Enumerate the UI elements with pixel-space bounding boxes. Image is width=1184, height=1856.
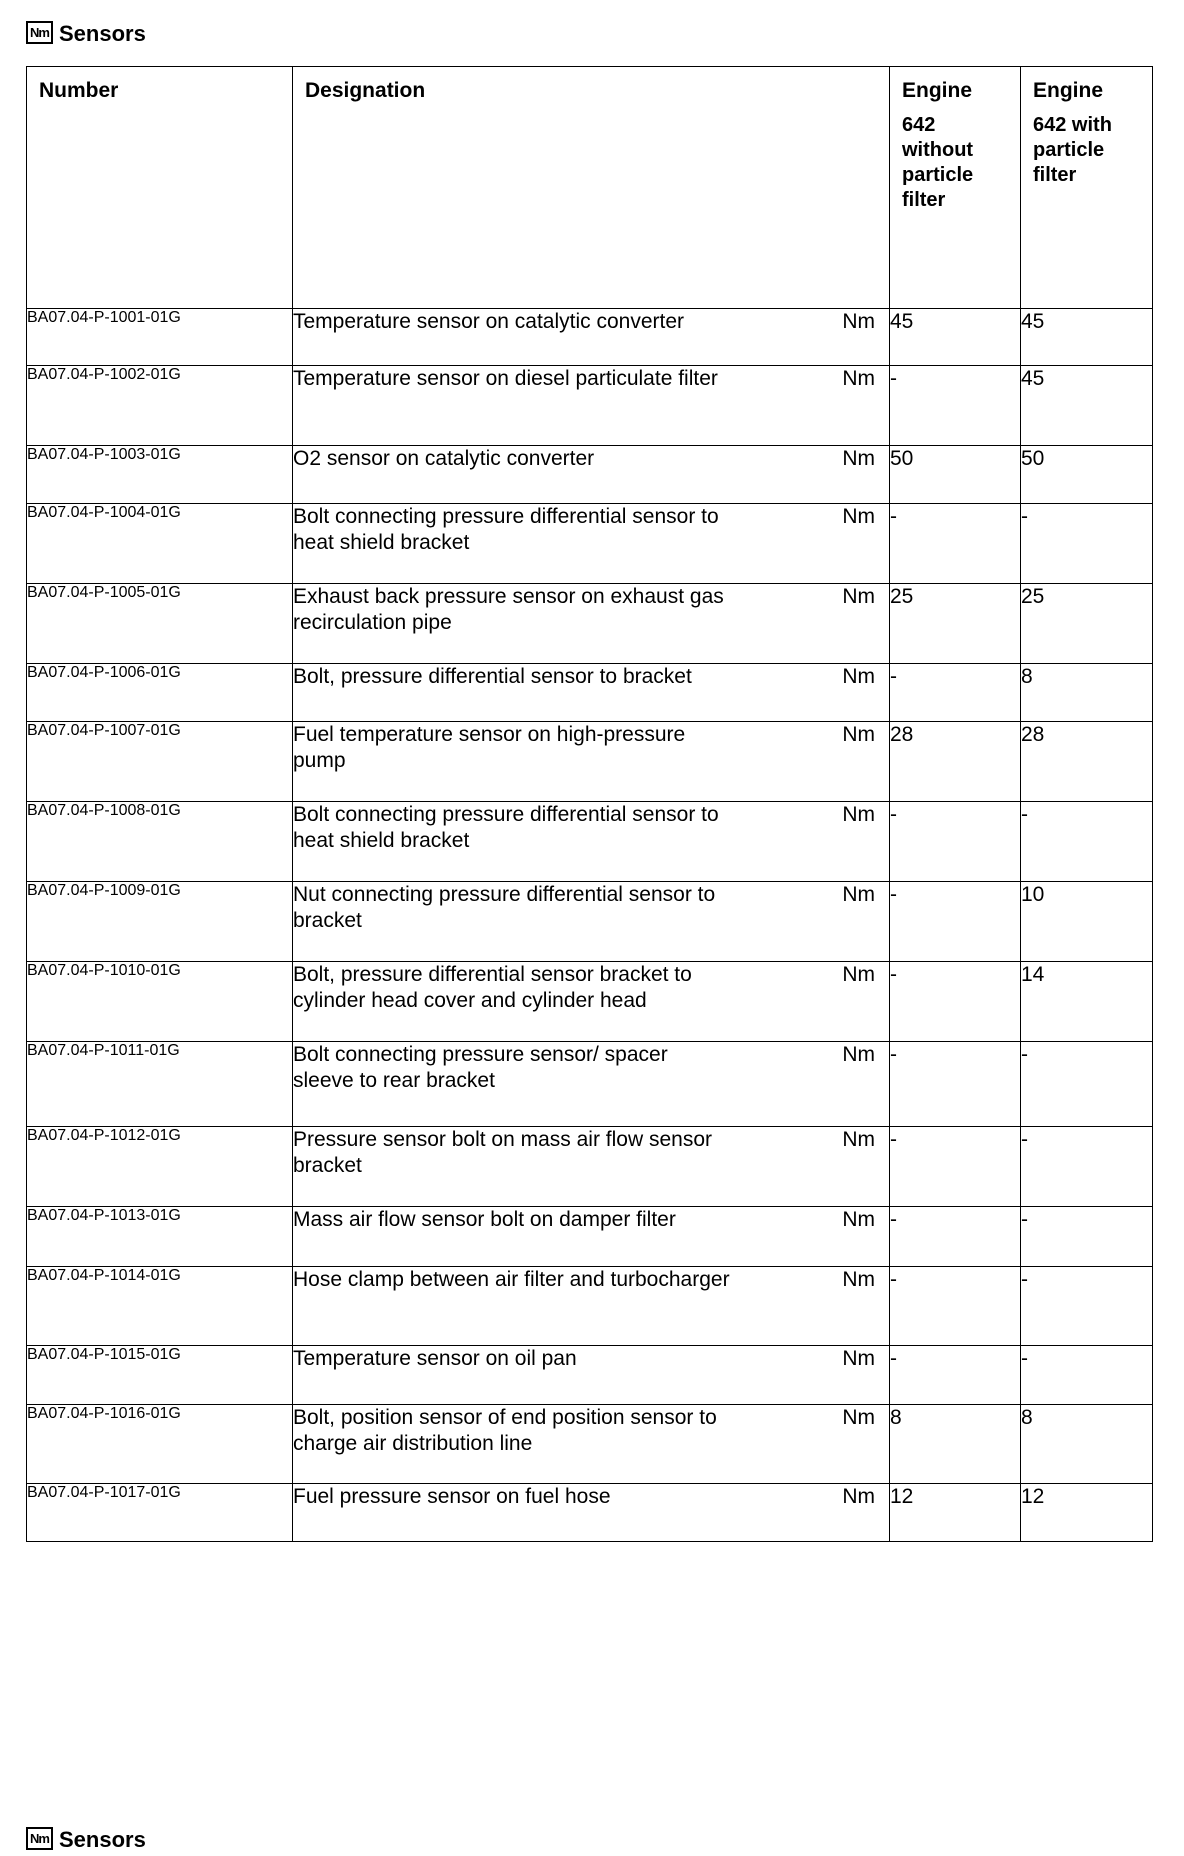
cell-engine-without-filter: -: [890, 1207, 1021, 1267]
table-row: [27, 882, 1153, 962]
torque-table: [26, 66, 1153, 1542]
cell-engine-with-filter: 8: [1021, 664, 1153, 722]
cell-engine-with-filter: 10: [1021, 882, 1153, 962]
cell-engine-with-filter: 45: [1021, 366, 1153, 446]
designation-text: Exhaust back pressure sensor on exhaust gas recirculation pipe: [293, 585, 724, 634]
cell-engine-without-filter: -: [890, 802, 1021, 882]
cell-number: BA07.04-P-1006-01G: [27, 664, 293, 722]
unit-label: Nm: [842, 1043, 875, 1066]
cell-number: BA07.04-P-1009-01G: [27, 882, 293, 962]
cell-engine-without-filter: -: [890, 1042, 1021, 1127]
cell-engine-without-filter: 12: [890, 1484, 1021, 1542]
cell-designation: [293, 1267, 890, 1346]
table-row: [27, 446, 1153, 504]
section-footer: [26, 1824, 146, 1856]
table-row: [27, 1207, 1153, 1267]
designation-text: Pressure sensor bolt on mass air flow sensor bracket: [293, 1128, 713, 1177]
designation-text: Bolt connecting pressure differential sensor to heat shield bracket: [293, 505, 719, 554]
table-row: [27, 802, 1153, 882]
section-title: Sensors: [59, 21, 146, 46]
designation-text: Bolt connecting pressure sensor/ spacer sleeve to rear bracket: [293, 1043, 668, 1092]
cell-engine-without-filter: -: [890, 1346, 1021, 1405]
column-header-engine-without-filter: [890, 67, 1021, 309]
unit-label: Nm: [842, 367, 875, 390]
unit-label: Nm: [842, 665, 875, 688]
designation-text: Bolt, pressure differential sensor bracket to cylinder head cover and cylinder head: [293, 963, 692, 1012]
designation-text: Hose clamp between air filter and turbocharger: [293, 1268, 730, 1291]
cell-number: BA07.04-P-1011-01G: [27, 1042, 293, 1127]
torque-nm-icon: Nm: [26, 21, 53, 44]
cell-designation: [293, 962, 890, 1042]
unit-label: Nm: [842, 1128, 875, 1151]
torque-nm-icon: Nm: [26, 1827, 53, 1850]
cell-engine-with-filter: 28: [1021, 722, 1153, 802]
engine-title: Engine: [902, 79, 973, 102]
table-row: [27, 1267, 1153, 1346]
cell-number: BA07.04-P-1003-01G: [27, 446, 293, 504]
cell-designation: [293, 722, 890, 802]
cell-number: BA07.04-P-1017-01G: [27, 1484, 293, 1542]
table-row: [27, 1484, 1153, 1542]
cell-number: BA07.04-P-1007-01G: [27, 722, 293, 802]
cell-engine-with-filter: 14: [1021, 962, 1153, 1042]
column-header-designation: Designation: [293, 67, 890, 309]
designation-text: Bolt connecting pressure differential sensor to heat shield bracket: [293, 803, 719, 852]
cell-engine-without-filter: 28: [890, 722, 1021, 802]
column-header-number: Number: [27, 67, 293, 309]
cell-designation: [293, 446, 890, 504]
cell-engine-with-filter: 12: [1021, 1484, 1153, 1542]
cell-engine-with-filter: -: [1021, 1346, 1153, 1405]
cell-designation: [293, 504, 890, 584]
cell-designation: [293, 1042, 890, 1127]
column-header-engine-with-filter: [1021, 67, 1153, 309]
cell-number: BA07.04-P-1001-01G: [27, 309, 293, 366]
table-row: [27, 309, 1153, 366]
designation-text: Temperature sensor on catalytic converter: [293, 310, 685, 333]
cell-designation: [293, 1484, 890, 1542]
cell-number: BA07.04-P-1016-01G: [27, 1405, 293, 1484]
section-header: [26, 18, 146, 50]
table-row: [27, 1346, 1153, 1405]
cell-designation: [293, 366, 890, 446]
designation-text: Bolt, pressure differential sensor to bracket: [293, 665, 692, 688]
engine-subtitle: 642 with particle filter: [1033, 114, 1112, 186]
designation-text: Fuel pressure sensor on fuel hose: [293, 1485, 611, 1508]
unit-label: Nm: [842, 505, 875, 528]
cell-number: BA07.04-P-1013-01G: [27, 1207, 293, 1267]
cell-number: BA07.04-P-1012-01G: [27, 1127, 293, 1207]
cell-engine-without-filter: -: [890, 962, 1021, 1042]
cell-designation: [293, 1405, 890, 1484]
unit-label: Nm: [842, 1208, 875, 1231]
designation-text: Temperature sensor on diesel particulate filter: [293, 367, 718, 390]
cell-engine-with-filter: 45: [1021, 309, 1153, 366]
cell-engine-without-filter: -: [890, 664, 1021, 722]
table-row: [27, 366, 1153, 446]
table-row: [27, 962, 1153, 1042]
unit-label: Nm: [842, 963, 875, 986]
cell-number: BA07.04-P-1015-01G: [27, 1346, 293, 1405]
cell-engine-with-filter: 50: [1021, 446, 1153, 504]
cell-number: BA07.04-P-1002-01G: [27, 366, 293, 446]
unit-label: Nm: [842, 803, 875, 826]
cell-designation: [293, 309, 890, 366]
cell-number: BA07.04-P-1010-01G: [27, 962, 293, 1042]
designation-text: Nut connecting pressure differential sensor to bracket: [293, 883, 716, 932]
table-row: [27, 1405, 1153, 1484]
table-row: [27, 584, 1153, 664]
unit-label: Nm: [842, 585, 875, 608]
cell-engine-with-filter: -: [1021, 1127, 1153, 1207]
cell-designation: [293, 802, 890, 882]
cell-number: BA07.04-P-1014-01G: [27, 1267, 293, 1346]
table-row: [27, 504, 1153, 584]
cell-engine-with-filter: -: [1021, 1207, 1153, 1267]
engine-subtitle: 642 without particle filter: [902, 114, 974, 211]
cell-designation: [293, 584, 890, 664]
cell-engine-with-filter: 8: [1021, 1405, 1153, 1484]
cell-number: BA07.04-P-1008-01G: [27, 802, 293, 882]
table-row: [27, 1127, 1153, 1207]
cell-engine-without-filter: -: [890, 504, 1021, 584]
cell-designation: [293, 1346, 890, 1405]
unit-label: Nm: [842, 310, 875, 333]
cell-designation: [293, 1127, 890, 1207]
cell-designation: [293, 882, 890, 962]
unit-label: Nm: [842, 883, 875, 906]
cell-designation: [293, 1207, 890, 1267]
cell-designation: [293, 664, 890, 722]
cell-engine-without-filter: 8: [890, 1405, 1021, 1484]
table-body: [27, 309, 1153, 1542]
table-row: [27, 664, 1153, 722]
table-header-row: [27, 67, 1153, 309]
section-title: Sensors: [59, 1827, 146, 1852]
unit-label: Nm: [842, 1268, 875, 1291]
designation-text: Fuel temperature sensor on high-pressure pump: [293, 723, 686, 772]
designation-text: O2 sensor on catalytic converter: [293, 447, 595, 470]
table-row: [27, 722, 1153, 802]
cell-engine-without-filter: -: [890, 1267, 1021, 1346]
unit-label: Nm: [842, 1406, 875, 1429]
designation-text: Mass air flow sensor bolt on damper filter: [293, 1208, 676, 1231]
unit-label: Nm: [842, 447, 875, 470]
cell-engine-with-filter: -: [1021, 1267, 1153, 1346]
cell-engine-with-filter: -: [1021, 802, 1153, 882]
cell-engine-with-filter: 25: [1021, 584, 1153, 664]
cell-engine-with-filter: -: [1021, 504, 1153, 584]
cell-engine-without-filter: 25: [890, 584, 1021, 664]
cell-engine-without-filter: -: [890, 882, 1021, 962]
cell-engine-without-filter: -: [890, 1127, 1021, 1207]
designation-text: Bolt, position sensor of end position sensor to charge air distribution line: [293, 1406, 717, 1455]
unit-label: Nm: [842, 1485, 875, 1508]
cell-number: BA07.04-P-1004-01G: [27, 504, 293, 584]
cell-number: BA07.04-P-1005-01G: [27, 584, 293, 664]
cell-engine-without-filter: -: [890, 366, 1021, 446]
cell-engine-without-filter: 50: [890, 446, 1021, 504]
unit-label: Nm: [842, 723, 875, 746]
designation-text: Temperature sensor on oil pan: [293, 1347, 577, 1370]
cell-engine-with-filter: -: [1021, 1042, 1153, 1127]
table-row: [27, 1042, 1153, 1127]
unit-label: Nm: [842, 1347, 875, 1370]
cell-engine-without-filter: 45: [890, 309, 1021, 366]
engine-title: Engine: [1033, 79, 1104, 102]
